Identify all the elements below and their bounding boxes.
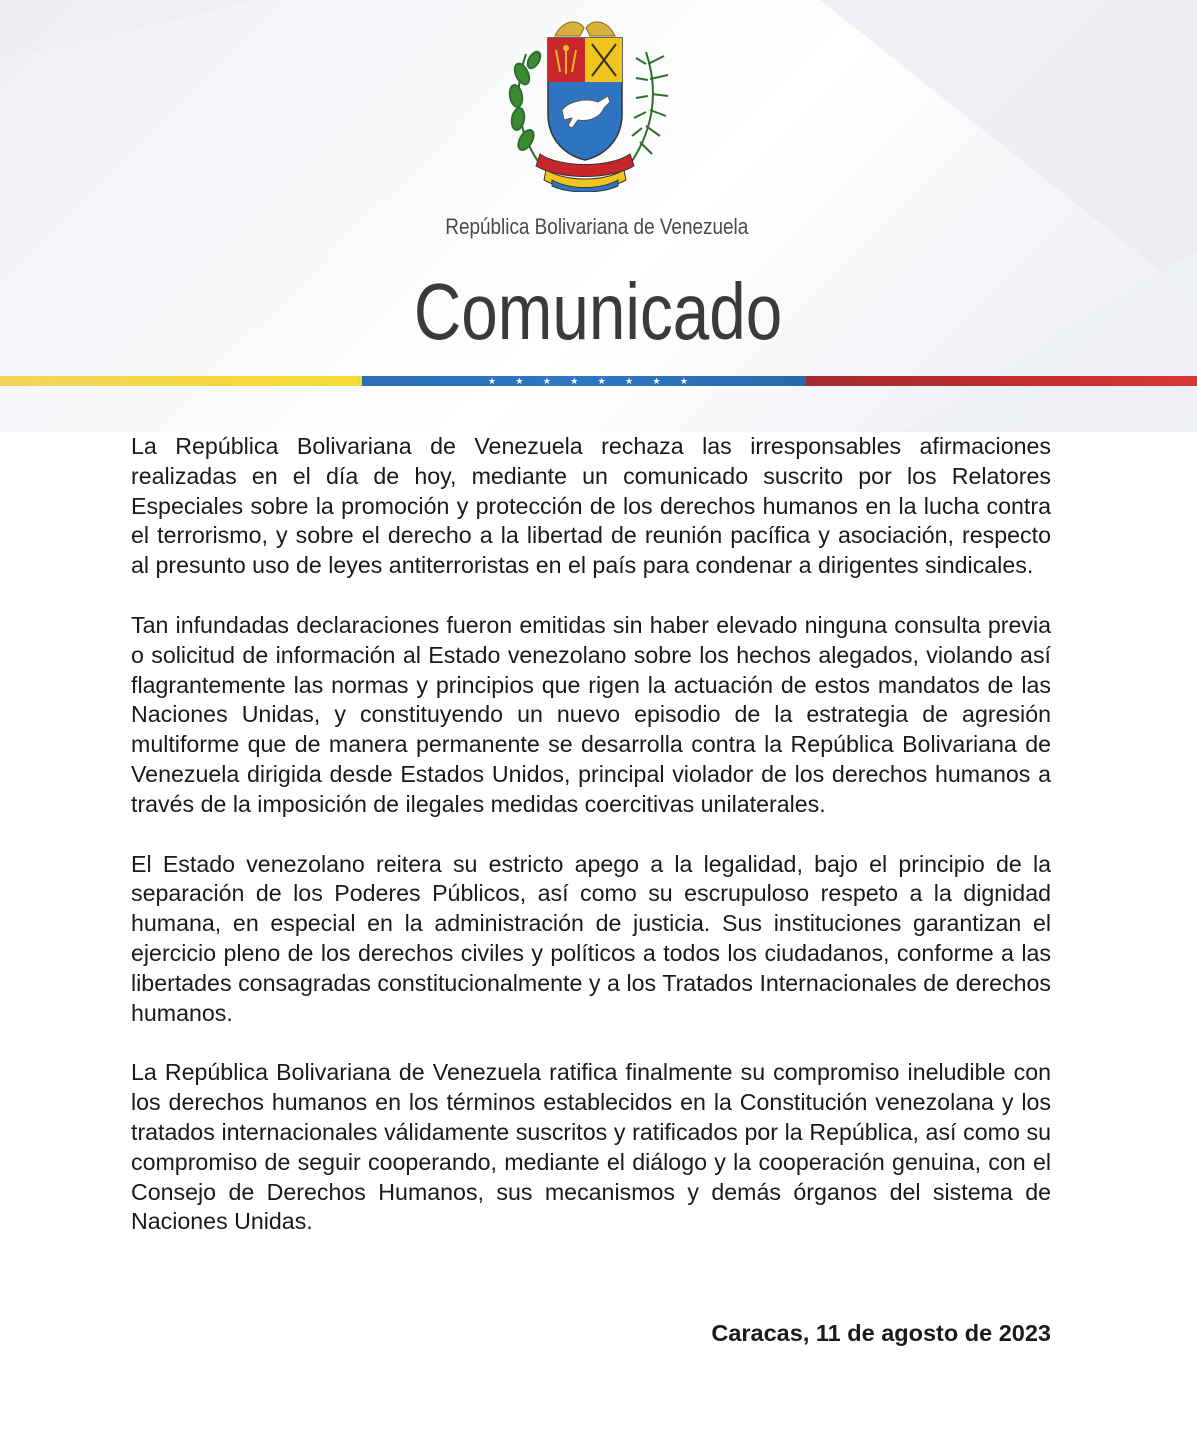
paragraph-1: La República Bolivariana de Venezuela rechaza las irresponsables afirmaciones realizadas en el día de hoy, mediante un comunicado suscrito por los Relatores Especiales sobre la promoción y protección de los derechos humanos en la lucha contra el terrorismo, y sobre el derecho a la libertad de reunión pacífica y asociación, respecto al presunto uso de leyes antiterroristas en el país para condenar a dirigentes sindicales. [131, 433, 1051, 579]
header-banner [0, 0, 1197, 432]
flag-stars-icon: ★ ★ ★ ★ ★ ★ ★ ★ [488, 376, 688, 386]
place-and-date: Caracas, 11 de agosto de 2023 [711, 1320, 1051, 1346]
paragraph-3: El Estado venezolano reitera su estricto apego a la legalidad, bajo el principio de la separación de los Poderes Públicos, así como su escrupuloso respeto a la dignidad humana, en especial en la administración de justicia. Sus instituciones garantizan el ejercicio pleno de los derechos civiles y políticos a todos los ciudadanos, conforme a las libertades consagradas constitucionalmente y a los Tratados Internacionales de derechos humanos. [131, 850, 1051, 1026]
flag-yellow-band [0, 376, 362, 386]
page-title: Comunicado [413, 267, 783, 356]
paragraph-4: La República Bolivariana de Venezuela ratifica finalmente su compromiso ineludible con los derechos humanos en los términos establecidos en la Constitución venezolana y los tratados internacionales válidamente suscritos y ratificados por la República, así como su compromiso de seguir cooperando, mediante el diálogo y la cooperación genuina, con el Consejo de Derechos Humanos, sus mecanismos y demás órganos del sistema de Naciones Unidas. [131, 1059, 1051, 1235]
coat-of-arms-emblem [500, 14, 670, 192]
flag-red-band [806, 376, 1197, 386]
republic-name: República Bolivariana de Venezuela [445, 214, 749, 239]
paragraph-2: Tan infundadas declaraciones fueron emitidas sin haber elevado ninguna consulta previa o solicitud de información al Estado venezolano sobre los hechos alegados, violando así flagrantemente las normas y principios que rigen la actuación de estos mandatos de las Naciones Unidas, y constituyendo un nuevo episodio de la estrategia de agresión multiforme que de manera permanente se desarrolla contra la República Bolivariana de Venezuela dirigida desde Estados Unidos, principal violador de los derechos humanos a través de la imposición de ilegales medidas coercitivas unilaterales. [131, 611, 1051, 817]
communique-body [131, 432, 1051, 1267]
